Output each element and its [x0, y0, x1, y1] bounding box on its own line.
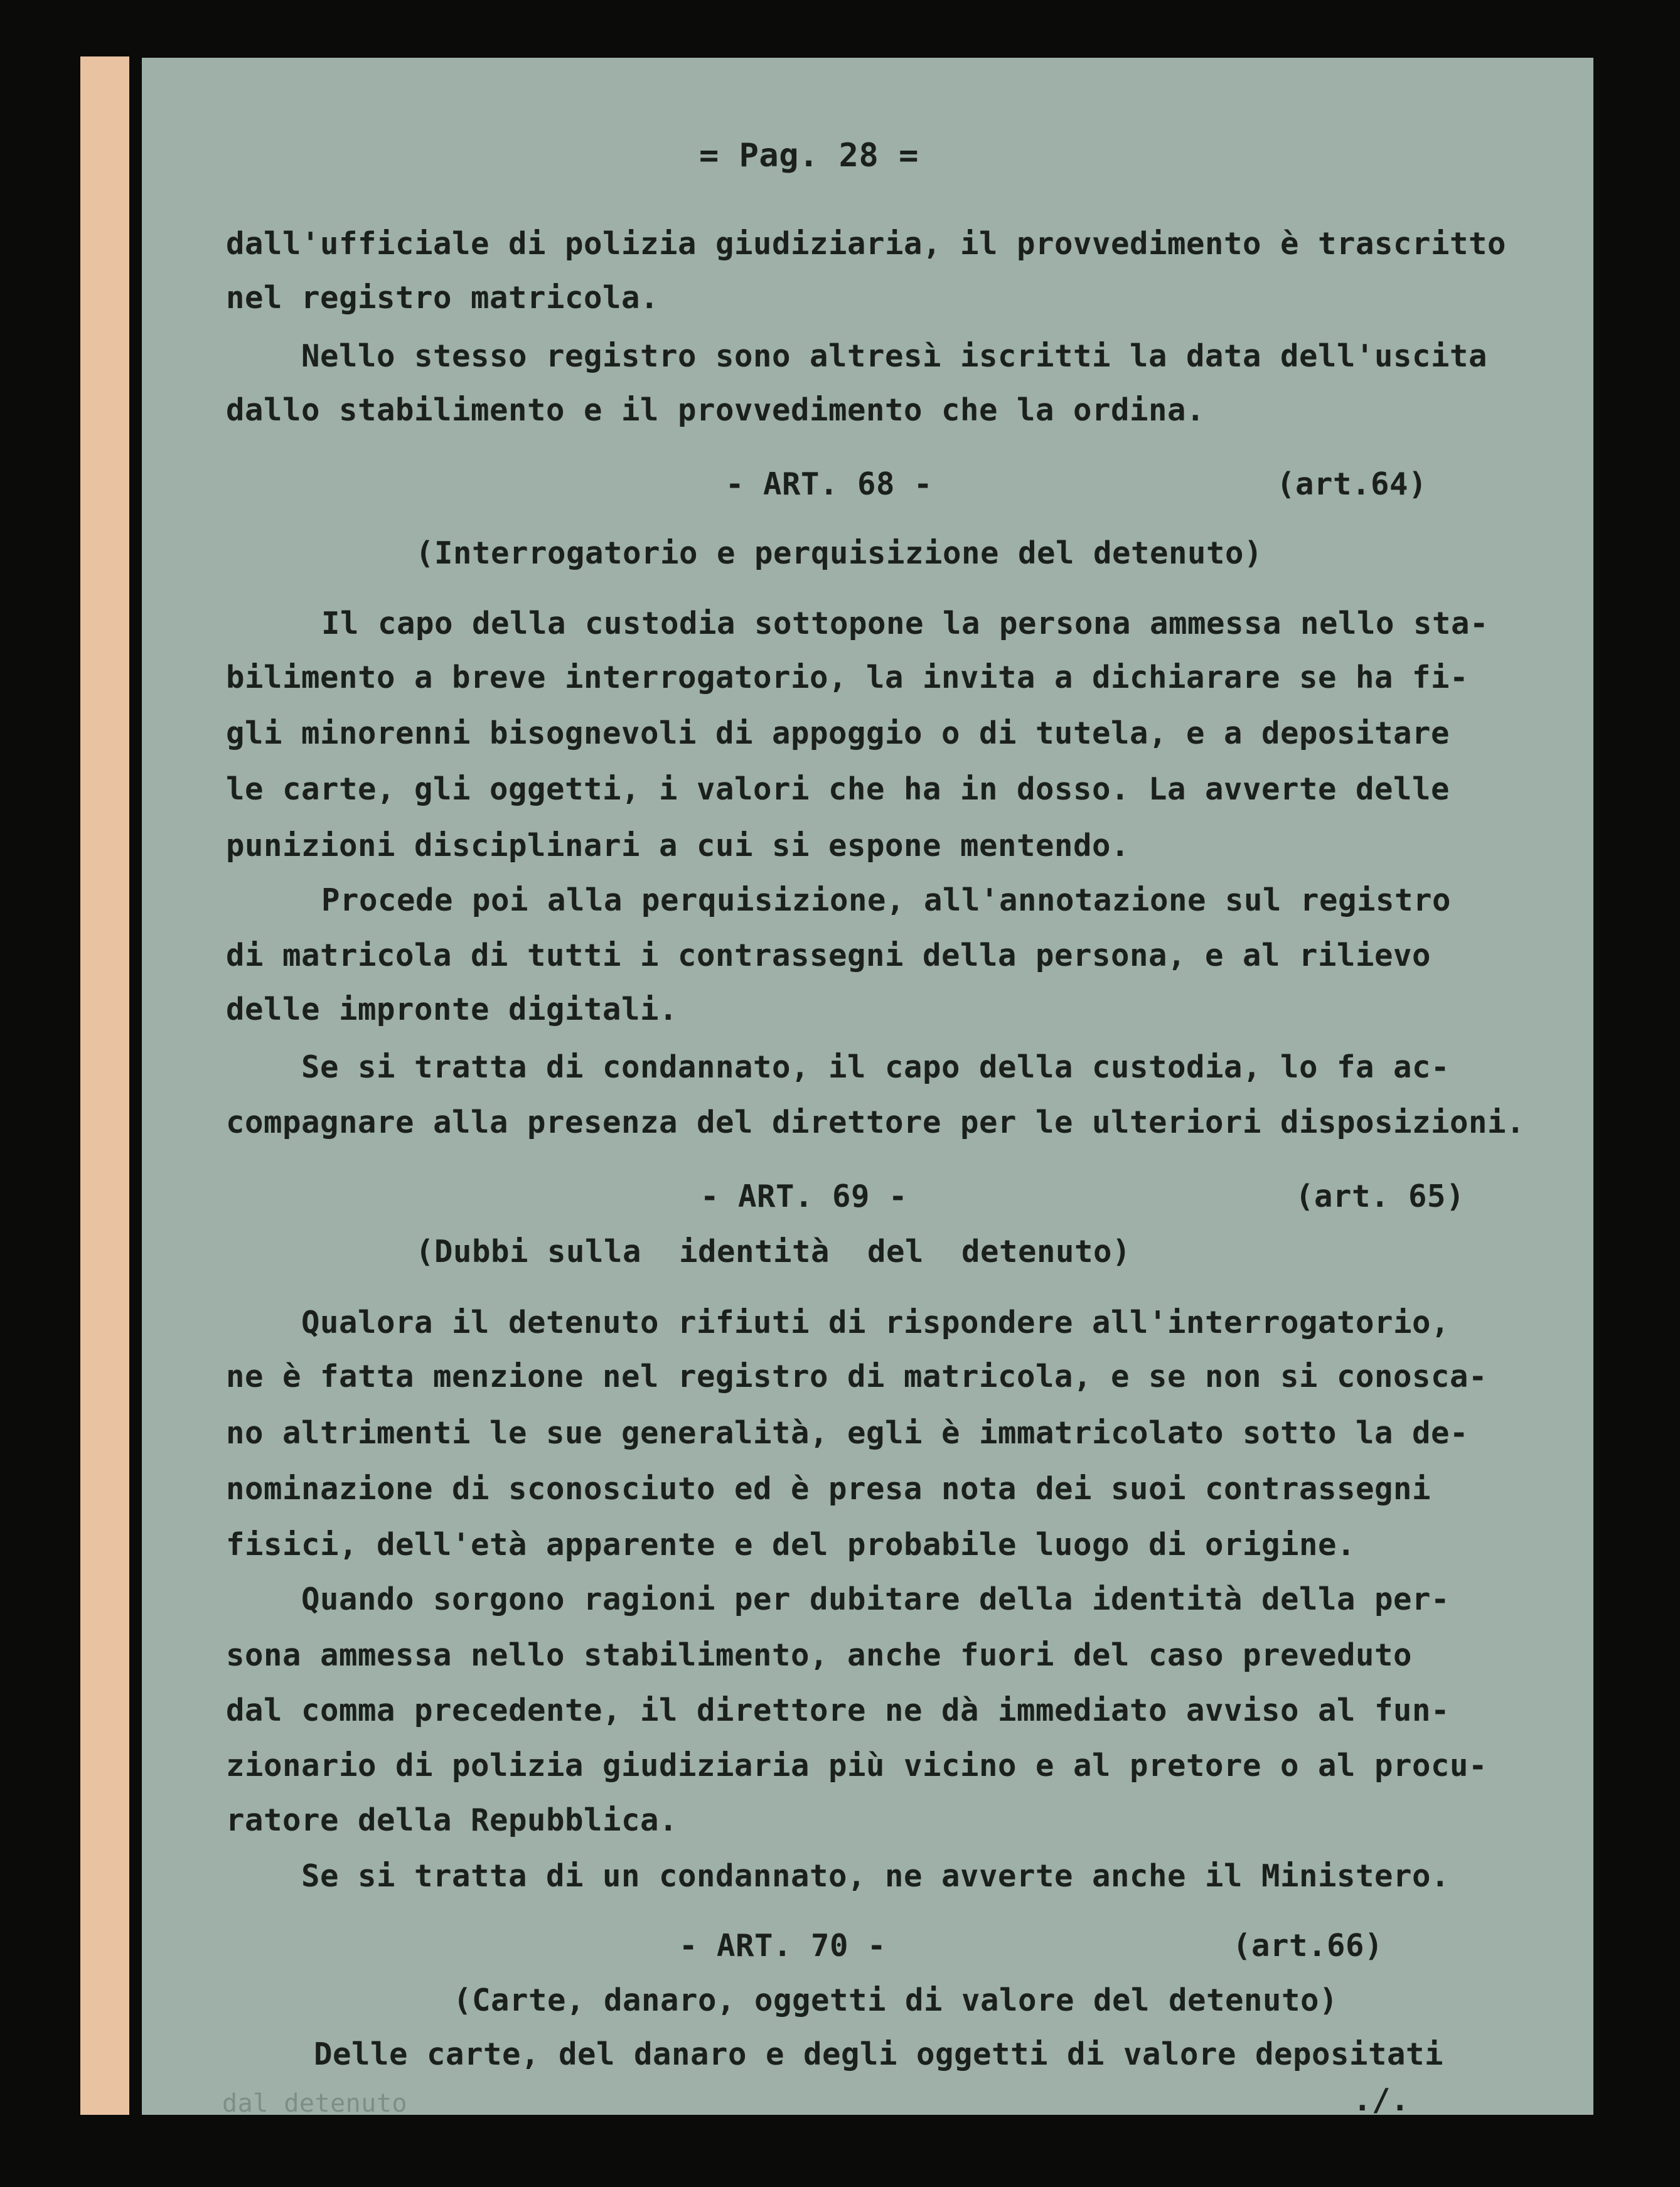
article-line: punizioni disciplinari a cui si espone mentendo.	[226, 828, 1130, 864]
article-line: bilimento a breve interrogatorio, la invita a dichiarare se ha fi-	[226, 660, 1469, 695]
page-edge-strip	[80, 56, 129, 2115]
article-line: zionario di polizia giudiziaria più vicino e al pretore o al procu-	[226, 1748, 1488, 1783]
article-title: (Interrogatorio e perquisizione del detenuto)	[415, 535, 1263, 571]
article-line: no altrimenti le sue generalità, egli è immatricolato sotto la de-	[226, 1415, 1469, 1451]
article-line: Se si tratta di un condannato, ne avverte anche il Ministero.	[301, 1858, 1450, 1894]
continuation-mark: ./.	[1353, 2082, 1410, 2118]
paragraph-line: dallo stabilimento e il provvedimento che la ordina.	[226, 392, 1206, 428]
article-title: (Carte, danaro, oggetti di valore del detenuto)	[453, 1982, 1339, 2018]
article-title: (Dubbi sulla identità del detenuto)	[415, 1234, 1132, 1270]
article-line: Il capo della custodia sottopone la persona ammessa nello sta-	[321, 606, 1489, 641]
article-line: di matricola di tutti i contrassegni della persona, e al rilievo	[226, 938, 1431, 973]
article-reference: (art.66)	[1233, 1928, 1384, 1964]
article-line: ne è fatta menzione nel registro di matricola, e se non si conosca-	[226, 1359, 1488, 1394]
paragraph-line: nel registro matricola.	[226, 280, 660, 316]
article-line: Quando sorgono ragioni per dubitare della identità della per-	[301, 1581, 1450, 1617]
article-line: sona ammessa nello stabilimento, anche fuori del caso preveduto	[226, 1637, 1413, 1673]
article-line: Delle carte, del danaro e degli oggetti di valore depositati	[314, 2036, 1444, 2072]
article-reference: (art. 65)	[1295, 1179, 1465, 1214]
bleed-through-text: dal detenuto	[222, 2089, 407, 2118]
article-reference: (art.64)	[1276, 466, 1428, 502]
paragraph-line: Nello stesso registro sono altresì iscritti la data dell'uscita	[301, 338, 1488, 374]
article-heading: - ART. 70 -	[679, 1928, 887, 1964]
article-line: delle impronte digitali.	[226, 992, 678, 1027]
article-line: dal comma precedente, il direttore ne dà immediato avviso al fun-	[226, 1692, 1450, 1728]
document-page	[142, 58, 1593, 2118]
article-line: gli minorenni bisognevoli di appoggio o di tutela, e a depositare	[226, 715, 1450, 751]
paragraph-line: dall'ufficiale di polizia giudiziaria, il provvedimento è trascritto	[226, 226, 1507, 262]
article-heading: - ART. 69 -	[700, 1179, 908, 1214]
article-line: Se si tratta di condannato, il capo della custodia, lo fa ac-	[301, 1049, 1450, 1085]
article-line: compagnare alla presenza del direttore per le ulteriori disposizioni.	[226, 1104, 1526, 1140]
article-line: le carte, gli oggetti, i valori che ha in dosso. La avverte delle	[226, 771, 1450, 807]
article-line: fisici, dell'età apparente e del probabile luogo di origine.	[226, 1527, 1356, 1563]
article-line: Procede poi alla perquisizione, all'annotazione sul registro	[321, 882, 1452, 918]
page-number: = Pag. 28 =	[699, 137, 919, 174]
article-line: ratore della Repubblica.	[226, 1802, 678, 1838]
article-line: nominazione di sconosciuto ed è presa nota dei suoi contrassegni	[226, 1471, 1431, 1507]
article-line: Qualora il detenuto rifiuti di rispondere all'interrogatorio,	[301, 1305, 1450, 1340]
article-heading: - ART. 68 -	[725, 466, 933, 502]
